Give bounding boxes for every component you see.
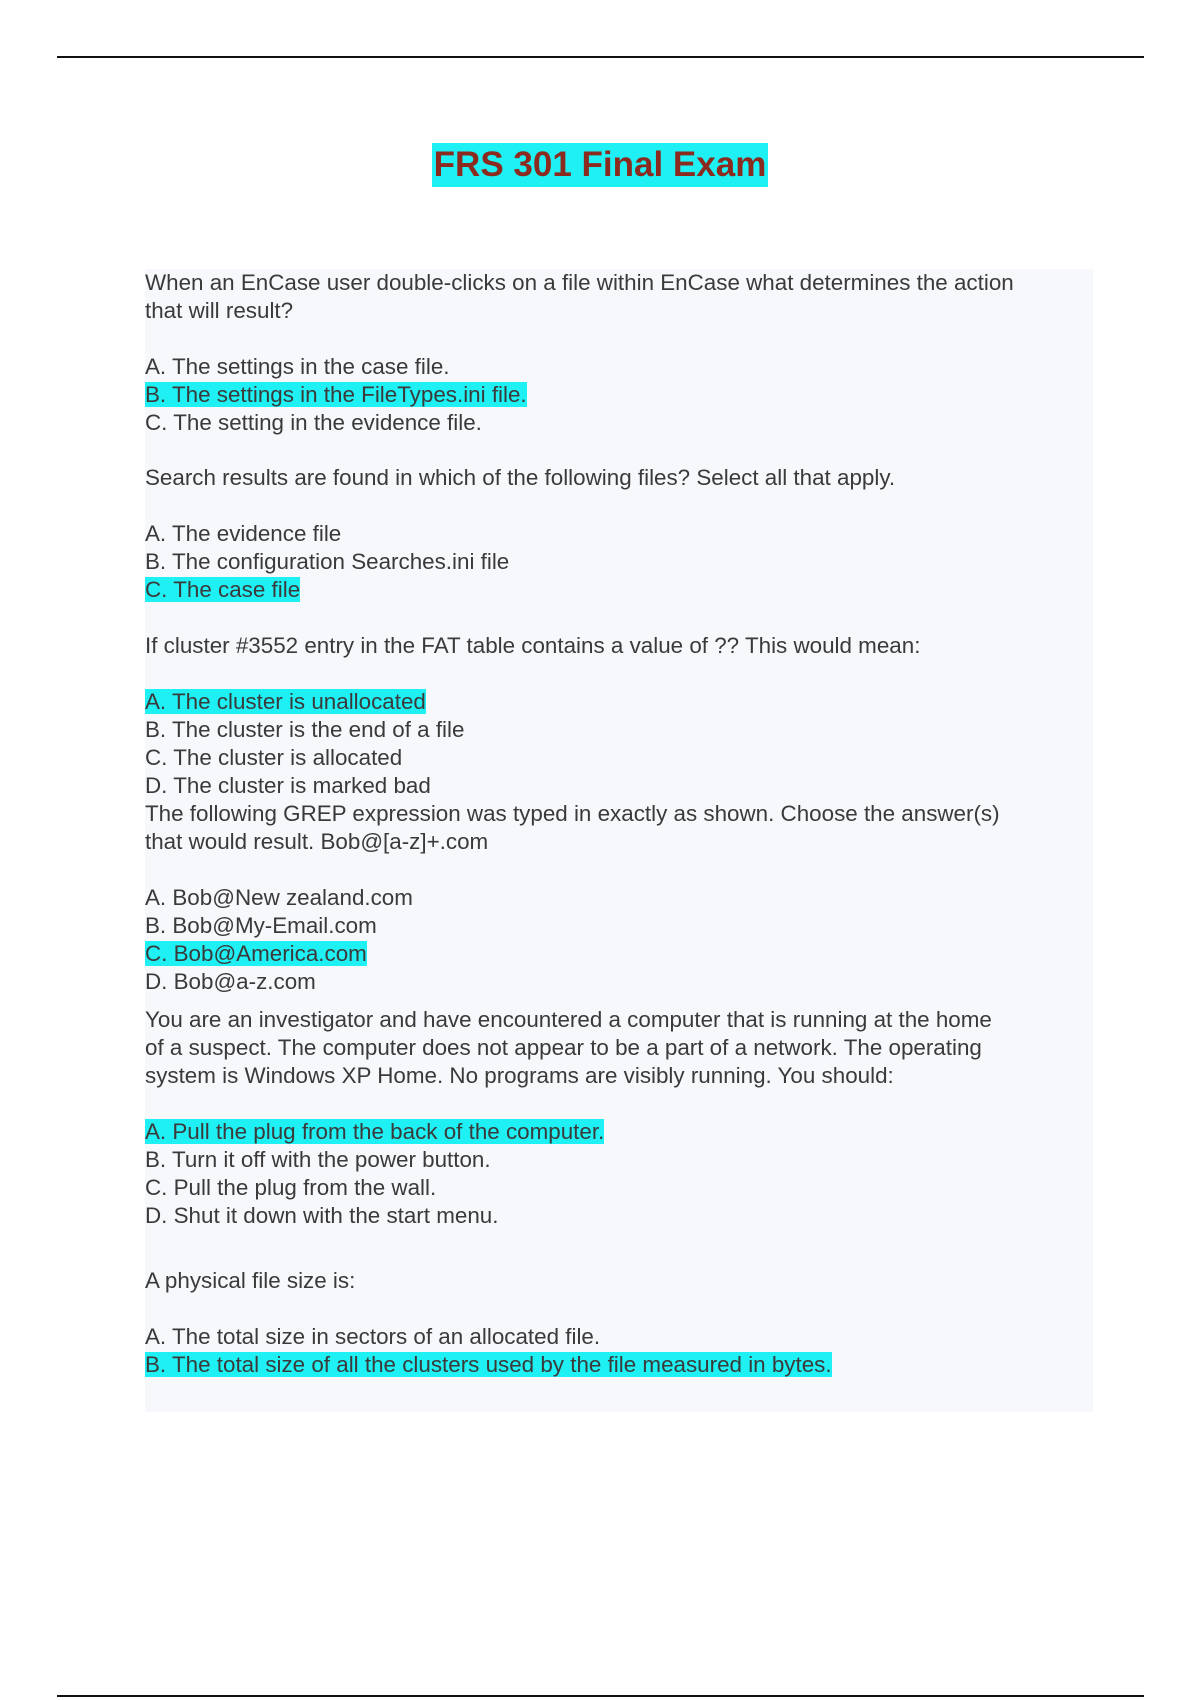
question-line: Search results are found in which of the following files? Select all that apply. — [145, 465, 896, 490]
question-text — [145, 464, 1093, 492]
answer-option — [145, 744, 1093, 772]
answer-option-text: B. The total size of all the clusters used by the file measured in bytes. — [145, 1352, 832, 1377]
question-block — [145, 269, 1093, 437]
question-line: that would result. Bob@[a-z]+.com — [145, 829, 489, 854]
answer-option-text: D. The cluster is marked bad — [145, 773, 431, 798]
answer-option-correct — [145, 688, 1093, 716]
question-line: system is Windows XP Home. No programs are visibly running. You should: — [145, 1063, 894, 1088]
answer-options — [145, 520, 1093, 604]
answer-option — [145, 353, 1093, 381]
question-block — [145, 632, 1093, 800]
answer-option-text: B. Turn it off with the power button. — [145, 1147, 491, 1172]
answer-option — [145, 968, 1093, 996]
question-line: The following GREP expression was typed in exactly as shown. Choose the answer(s) — [145, 801, 1000, 826]
answer-option-text: C. The case file — [145, 577, 301, 602]
answer-option — [145, 520, 1093, 548]
answer-option-text: C. Pull the plug from the wall. — [145, 1175, 437, 1200]
answer-option-text: A. The total size in sectors of an allocated file. — [145, 1324, 601, 1349]
bottom-divider — [57, 1695, 1144, 1697]
answer-option-text: B. The configuration Searches.ini file — [145, 549, 510, 574]
answer-options — [145, 353, 1093, 437]
question-line: When an EnCase user double-clicks on a file within EnCase what determines the action — [145, 270, 1014, 295]
answer-option-text: A. The evidence file — [145, 521, 342, 546]
answer-option — [145, 772, 1093, 800]
answer-option-text: A. The settings in the case file. — [145, 354, 450, 379]
question-block — [145, 800, 1093, 996]
question-line: of a suspect. The computer does not appear to be a part of a network. The operating — [145, 1035, 982, 1060]
page-title: FRS 301 Final Exam — [432, 143, 769, 187]
answer-option-text: B. The cluster is the end of a file — [145, 717, 465, 742]
answer-option — [145, 884, 1093, 912]
answer-option — [145, 912, 1093, 940]
exam-content — [145, 269, 1093, 1412]
answer-option-text: C. The cluster is allocated — [145, 745, 403, 770]
top-divider — [57, 56, 1144, 58]
answer-option — [145, 1323, 1093, 1351]
answer-options — [145, 884, 1093, 996]
answer-option-text: A. The cluster is unallocated — [145, 689, 426, 714]
question-block — [145, 1006, 1093, 1230]
question-text — [145, 1006, 1093, 1090]
answer-option-text: A. Pull the plug from the back of the computer. — [145, 1119, 605, 1144]
question-line: You are an investigator and have encountered a computer that is running at the home — [145, 1007, 992, 1032]
answer-option-correct — [145, 1118, 1093, 1146]
answer-options — [145, 688, 1093, 800]
answer-option — [145, 409, 1093, 437]
answer-option-text: B. Bob@My-Email.com — [145, 913, 377, 938]
question-text — [145, 269, 1093, 325]
question-line: If cluster #3552 entry in the FAT table contains a value of ?? This would mean: — [145, 633, 921, 658]
answer-options — [145, 1323, 1093, 1379]
answer-option-correct — [145, 940, 1093, 968]
answer-option — [145, 1146, 1093, 1174]
answer-option — [145, 1174, 1093, 1202]
answer-option-text: C. The setting in the evidence file. — [145, 410, 482, 435]
answer-option-correct — [145, 381, 1093, 409]
answer-option-correct — [145, 1351, 1093, 1379]
answer-option-text: A. Bob@New zealand.com — [145, 885, 413, 910]
answer-option-text: D. Shut it down with the start menu. — [145, 1203, 499, 1228]
answer-options — [145, 1118, 1093, 1230]
answer-option — [145, 1202, 1093, 1230]
question-block — [145, 464, 1093, 604]
title-container — [0, 143, 1200, 187]
question-line: that will result? — [145, 298, 294, 323]
answer-option-text: D. Bob@a-z.com — [145, 969, 316, 994]
question-block — [145, 1267, 1093, 1379]
answer-option — [145, 716, 1093, 744]
question-line: A physical file size is: — [145, 1268, 356, 1293]
question-text — [145, 800, 1093, 856]
question-text — [145, 632, 1093, 660]
answer-option — [145, 548, 1093, 576]
question-text — [145, 1267, 1093, 1295]
answer-option-text: B. The settings in the FileTypes.ini file. — [145, 382, 527, 407]
answer-option-text: C. Bob@America.com — [145, 941, 367, 966]
answer-option-correct — [145, 576, 1093, 604]
